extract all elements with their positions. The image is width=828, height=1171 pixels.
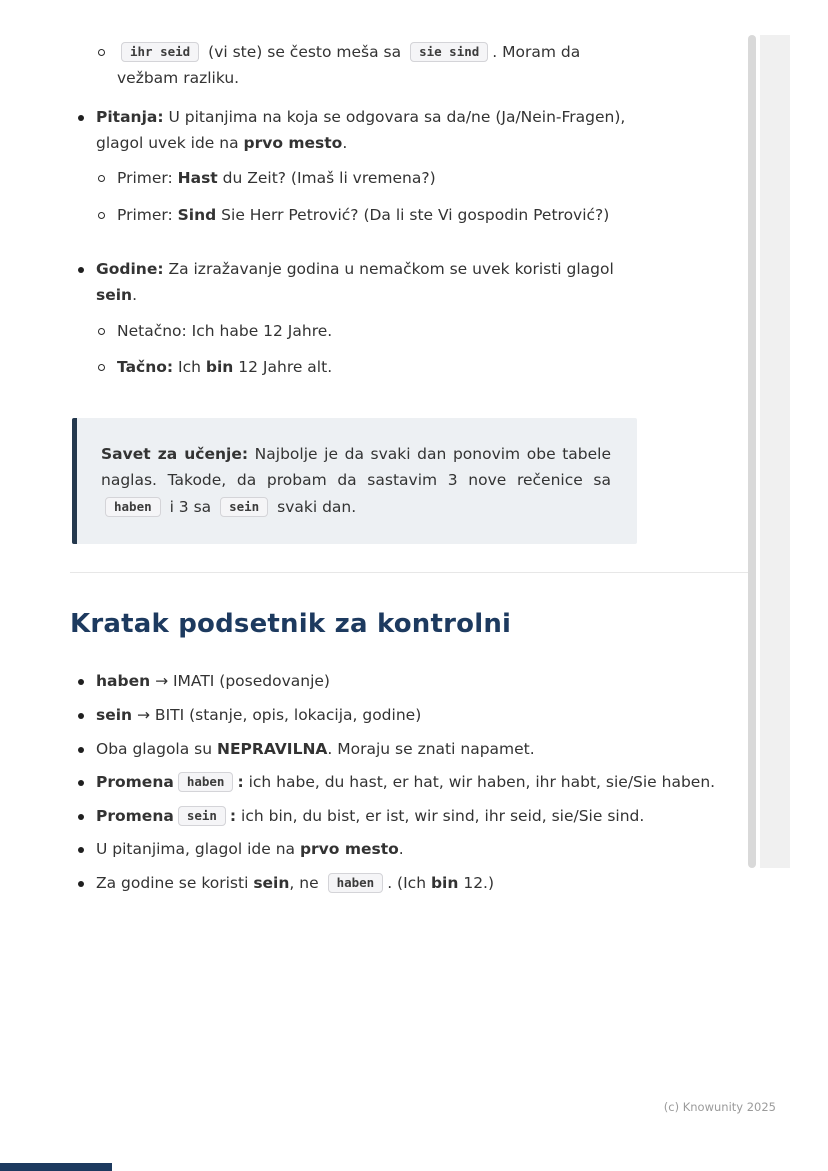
list-item <box>70 257 646 391</box>
list-item <box>98 355 646 381</box>
bullet-icon <box>78 747 84 753</box>
circle-bullet-icon <box>98 175 105 182</box>
bold-text: bin <box>430 873 459 892</box>
bold-text: Promena <box>96 806 174 825</box>
text-run: svaki dan. <box>272 497 357 516</box>
text-run: Primer: <box>117 169 178 188</box>
text-run: 12 Jahre alt. <box>233 358 333 377</box>
text-run: Najbolje je da svaki dan ponovim obe tabele naglas. Takode, da probam da sastavim 3 nove rečenice sa <box>101 444 612 490</box>
bold-text: NEPRAVILNA <box>217 739 328 758</box>
text-run: U pitanjima na koja se odgovara sa da/ne (Ja/Nein-Fragen), glagol uvek ide na <box>96 108 626 152</box>
list-item-text <box>96 703 756 729</box>
bullet-icon <box>78 881 84 887</box>
text-run: . Moraju se znati napamet. <box>327 739 535 758</box>
bold-text: Tačno: <box>117 358 174 377</box>
text-run: . (Ich <box>387 873 431 892</box>
list-item <box>98 40 646 91</box>
inline-code-badge: haben <box>178 772 234 792</box>
list-item-text <box>117 203 646 229</box>
bold-text: Pitanja: <box>96 108 164 127</box>
bullet-list <box>70 105 646 392</box>
list-item-text <box>96 257 646 308</box>
bold-text: Godine: <box>96 260 164 279</box>
list-item <box>70 770 756 796</box>
text-run: Oba glagola su <box>96 739 217 758</box>
bullet-icon <box>78 814 84 820</box>
bold-text: : <box>237 773 244 792</box>
list-item <box>98 166 646 192</box>
list-item-text <box>117 319 646 345</box>
list-item-text <box>117 355 646 381</box>
text-run: Za izražavanje godina u nemačkom se uvek koristi glagol <box>163 260 614 279</box>
list-item <box>98 319 646 345</box>
text-run: du Zeit? (Imaš li vremena?) <box>217 169 436 188</box>
sub-bullet-list <box>96 319 646 381</box>
bold-text: Promena <box>96 773 174 792</box>
text-run: . <box>342 133 348 152</box>
bold-text: prvo mesto <box>299 840 399 859</box>
bold-text: sein <box>253 873 290 892</box>
text-run: . <box>398 840 404 859</box>
list-item <box>70 737 756 763</box>
list-item-text <box>117 166 646 192</box>
text-run: , ne <box>289 873 324 892</box>
list-item-text <box>96 871 756 897</box>
bullet-icon <box>78 267 84 273</box>
bullet-icon <box>78 115 84 121</box>
bold-text: Savet za učenje: <box>101 444 249 463</box>
text-run: ich bin, du bist, er ist, wir sind, ihr seid, sie/Sie sind. <box>236 806 645 825</box>
inline-code-badge: haben <box>105 497 161 517</box>
list-item-text <box>96 669 756 695</box>
list-item-text <box>117 40 646 91</box>
bold-text: sein <box>96 706 133 725</box>
text-run: U pitanjima, glagol ide na <box>96 840 300 859</box>
text-run: → BITI (stanje, opis, lokacija, godine) <box>132 706 422 725</box>
summary-bullet-list <box>70 669 756 896</box>
circle-bullet-icon <box>98 364 105 371</box>
text-run: (vi ste) se često meša sa <box>203 43 407 61</box>
section-divider <box>70 572 756 573</box>
text-run: → IMATI (posedovanje) <box>150 672 330 691</box>
bullet-icon <box>78 713 84 719</box>
inline-code-badge: sie sind <box>410 42 488 62</box>
circle-bullet-icon <box>98 328 105 335</box>
tip-callout <box>72 418 637 544</box>
text-run: Ich <box>173 358 206 377</box>
bold-text: Sind <box>177 205 217 224</box>
circle-bullet-icon <box>98 212 105 219</box>
circle-bullet-icon <box>98 49 105 56</box>
text-run: 12.) <box>458 873 495 892</box>
list-item-text <box>96 837 756 863</box>
bullet-icon <box>78 847 84 853</box>
list-item <box>70 837 756 863</box>
list-item <box>70 703 756 729</box>
text-run: . <box>132 285 138 304</box>
bold-text: bin <box>205 358 234 377</box>
bold-text: prvo mesto <box>243 133 343 152</box>
inline-code-badge: sein <box>220 497 268 517</box>
inline-code-badge: ihr seid <box>121 42 199 62</box>
text-run: ich habe, du hast, er hat, wir haben, ihr habt, sie/Sie haben. <box>243 773 716 792</box>
list-item <box>70 669 756 695</box>
list-item-text <box>96 737 756 763</box>
bold-text: : <box>229 806 237 825</box>
list-item-text <box>96 770 756 796</box>
callout-text <box>101 441 611 521</box>
bold-text: haben <box>96 672 151 691</box>
inline-code-badge: sein <box>178 806 226 826</box>
scrollbar-track[interactable] <box>760 35 790 868</box>
copyright-footer: (c) Knowunity 2025 <box>663 1100 776 1114</box>
page-content <box>70 0 756 904</box>
bold-text: sein <box>96 285 133 304</box>
bullet-icon <box>78 780 84 786</box>
sub-bullet-list <box>96 166 646 228</box>
bold-text: Hast <box>177 169 218 188</box>
list-item <box>70 871 756 897</box>
inline-code-badge: haben <box>328 873 384 893</box>
list-item <box>98 203 646 229</box>
list-item <box>70 105 646 239</box>
list-item <box>70 804 756 830</box>
notes-section <box>70 40 646 392</box>
text-run: Za godine se koristi <box>96 873 254 892</box>
text-run: i 3 sa <box>164 497 217 516</box>
text-run: Netačno: Ich habe 12 Jahre. <box>117 321 333 340</box>
text-run: . Moram da vežbam razliku. <box>117 43 581 87</box>
sub-bullet-list <box>70 40 646 91</box>
scrollbar-thumb[interactable] <box>748 35 756 868</box>
section-heading: Kratak podsetnik za kontrolni <box>70 608 512 639</box>
text-run: Sie Herr Petrović? (Da li ste Vi gospodin Petrović?) <box>216 205 610 224</box>
text-run: Primer: <box>117 205 178 224</box>
list-item-text <box>96 804 756 830</box>
list-item-text <box>96 105 646 156</box>
next-page-edge <box>0 1163 112 1171</box>
bullet-icon <box>78 679 84 685</box>
